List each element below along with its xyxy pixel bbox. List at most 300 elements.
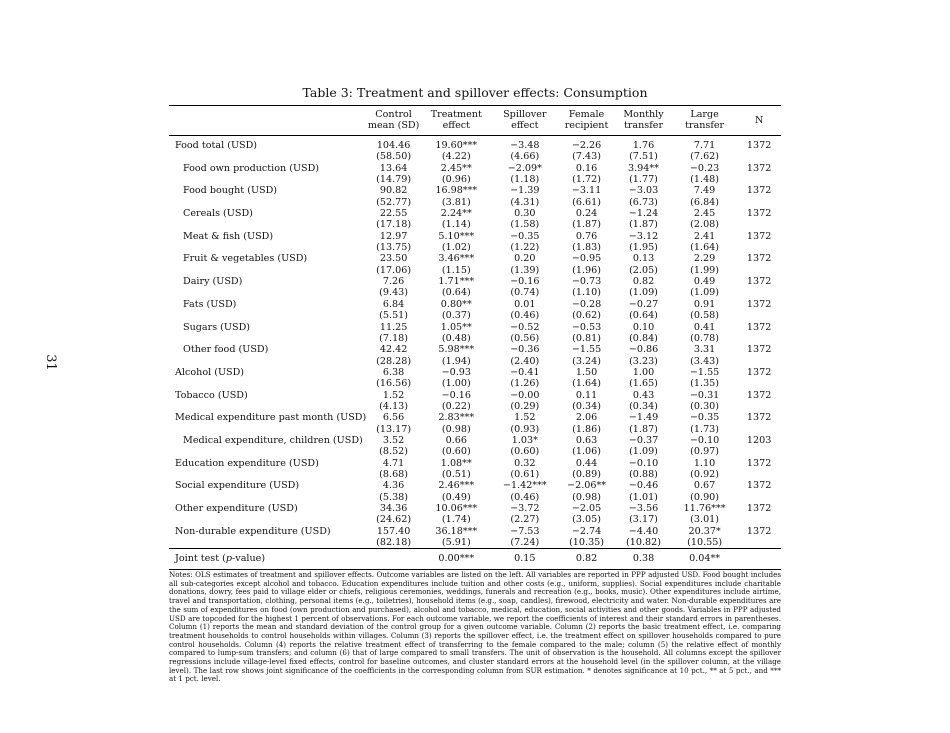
standard-error-cell: (0.37) <box>441 310 471 322</box>
standard-error-cell: (13.75) <box>376 242 412 254</box>
table-row-se <box>169 514 781 525</box>
coefficient-cell: 7.26 <box>382 276 405 288</box>
standard-error-cell <box>737 469 781 480</box>
coefficient-cell: 5.98*** <box>438 344 475 356</box>
standard-error-cell: (0.92) <box>690 468 720 480</box>
coefficient-cell: 2.06 <box>575 412 598 424</box>
coefficient-cell: −0.10 <box>628 457 659 469</box>
table-row <box>169 367 781 378</box>
coefficient-cell: 1372 <box>746 230 772 242</box>
standard-error-cell: (0.34) <box>629 400 658 412</box>
table-row-se <box>169 242 781 253</box>
standard-error-cell: (0.48) <box>441 332 471 344</box>
coefficient-cell: 13.64 <box>379 162 408 174</box>
coefficient-cell: 0.80** <box>440 298 472 310</box>
standard-error-cell: (8.52) <box>379 446 409 458</box>
table-row <box>169 231 781 242</box>
empty-cell <box>169 401 366 412</box>
standard-error-cell: (3.05) <box>572 514 601 526</box>
coefficient-cell: 1372 <box>746 503 772 514</box>
standard-error-cell: (5.51) <box>379 310 409 322</box>
column-header: Monthly transfer <box>623 109 664 131</box>
column-header: Control mean (SD) <box>367 109 420 131</box>
coefficient-cell: 1.05** <box>440 321 472 333</box>
standard-error-cell: (4.31) <box>510 196 540 208</box>
standard-error-cell: (52.77) <box>376 196 412 208</box>
table-row-se <box>169 537 781 549</box>
coefficient-cell: −0.52 <box>510 321 540 333</box>
coefficient-cell: 2.41 <box>693 230 716 242</box>
standard-error-cell: (8.68) <box>379 468 409 480</box>
coefficient-cell: −0.53 <box>571 321 602 333</box>
row-label: Food total (USD) <box>175 140 258 151</box>
table-row <box>169 344 781 355</box>
standard-error-cell: (5.38) <box>379 491 409 503</box>
standard-error-cell: (1.83) <box>572 242 601 254</box>
coefficient-cell: 3.94** <box>628 162 659 174</box>
coefficient-cell: −4.40 <box>628 525 659 537</box>
coefficient-cell: 3.52 <box>382 434 405 446</box>
coefficient-cell: 5.10*** <box>438 230 475 242</box>
table-row-se <box>169 219 781 230</box>
standard-error-cell: (1.73) <box>690 423 720 435</box>
standard-error-cell: (0.62) <box>572 310 601 322</box>
standard-error-cell: (17.06) <box>376 264 412 276</box>
table-row-se <box>169 333 781 344</box>
standard-error-cell: (0.88) <box>629 468 658 480</box>
coefficient-cell: 0.91 <box>693 298 716 310</box>
coefficient-cell: 0.44 <box>575 457 598 469</box>
standard-error-cell: (3.01) <box>690 514 720 526</box>
coefficient-cell: −2.05 <box>571 503 602 514</box>
coefficient-cell: 0.10 <box>632 321 655 333</box>
standard-error-cell: (1.01) <box>629 491 658 503</box>
standard-error-cell <box>737 265 781 276</box>
standard-error-cell <box>737 537 781 549</box>
standard-error-cell <box>737 151 781 162</box>
standard-error-cell: (1.00) <box>441 378 471 390</box>
standard-error-cell: (82.18) <box>376 537 412 549</box>
empty-cell <box>169 174 366 185</box>
row-label: Non-durable expenditure (USD) <box>175 525 331 537</box>
standard-error-cell: (1.48) <box>690 174 720 186</box>
table-row-se <box>169 469 781 480</box>
standard-error-cell: (7.43) <box>572 151 601 163</box>
standard-error-cell: (0.29) <box>510 400 540 412</box>
coefficient-cell: 1372 <box>746 208 772 220</box>
coefficient-cell: 1.76 <box>632 140 655 151</box>
coefficient-cell: −1.42*** <box>502 480 547 492</box>
standard-error-cell: (58.50) <box>376 151 412 163</box>
standard-error-cell: (14.79) <box>376 174 412 186</box>
standard-error-cell: (0.81) <box>572 332 601 344</box>
standard-error-cell: (0.98) <box>572 491 601 503</box>
coefficient-cell: 0.01 <box>514 298 536 310</box>
coefficient-cell: 7.71 <box>693 140 716 151</box>
coefficient-cell: −0.73 <box>571 276 602 288</box>
coefficient-cell: 157.40 <box>376 525 411 537</box>
coefficient-cell: 1.50 <box>575 366 598 378</box>
coefficient-cell: 2.83*** <box>438 412 475 424</box>
standard-error-cell: (9.43) <box>379 287 409 299</box>
standard-error-cell: (24.62) <box>376 514 412 526</box>
row-label: Food own production (USD) <box>183 162 320 174</box>
coefficient-cell: 1372 <box>746 298 772 310</box>
coefficient-cell: 34.36 <box>379 503 408 514</box>
standard-error-cell: (2.40) <box>510 355 540 367</box>
coefficient-cell: −0.00 <box>510 389 540 401</box>
coefficient-cell: −1.55 <box>689 366 720 378</box>
coefficient-cell: −7.53 <box>510 525 540 537</box>
coefficient-cell: −0.27 <box>628 298 659 310</box>
standard-error-cell: (0.90) <box>690 491 720 503</box>
standard-error-cell: (10.55) <box>687 537 723 549</box>
coefficient-cell: 1372 <box>746 480 772 492</box>
table-row-se <box>169 424 781 435</box>
table-row <box>169 163 781 174</box>
standard-error-cell: (0.46) <box>510 310 540 322</box>
table-row <box>169 390 781 401</box>
header-row <box>169 106 781 136</box>
coefficient-cell: −0.46 <box>628 480 659 492</box>
standard-error-cell: (1.99) <box>690 264 720 276</box>
table-row <box>169 526 781 537</box>
standard-error-cell: (2.05) <box>629 264 658 276</box>
empty-cell <box>169 492 366 503</box>
coefficient-cell: 11.76*** <box>683 503 726 514</box>
standard-error-cell: (1.77) <box>629 174 658 186</box>
coefficient-cell: −0.95 <box>571 253 602 265</box>
row-label: Education expenditure (USD) <box>175 457 319 469</box>
coefficient-cell: 0.66 <box>445 434 467 446</box>
coefficient-cell: 1203 <box>746 434 772 446</box>
table-row-se <box>169 401 781 412</box>
coefficient-cell: −0.36 <box>510 344 540 356</box>
coefficient-cell: 0.67 <box>693 480 716 492</box>
coefficient-cell: 1372 <box>746 389 772 401</box>
standard-error-cell <box>737 242 781 253</box>
column-header: Spillover effect <box>503 109 547 131</box>
joint-pvalue-cell: 0.15 <box>514 553 536 565</box>
row-label: Medical expenditure, children (USD) <box>183 434 363 446</box>
standard-error-cell: (1.09) <box>629 287 658 299</box>
coefficient-cell: 12.97 <box>379 230 408 242</box>
coefficient-cell: −1.24 <box>628 208 659 220</box>
standard-error-cell: (0.89) <box>572 468 601 480</box>
standard-error-cell: (0.60) <box>441 446 471 458</box>
page-number: 31 <box>42 354 58 371</box>
table-row-se <box>169 197 781 208</box>
standard-error-cell: (1.94) <box>441 355 471 367</box>
coefficient-cell: 2.24** <box>440 208 472 220</box>
table-caption: Table 3: Treatment and spillover effects: Consumption <box>302 85 648 100</box>
standard-error-cell <box>737 174 781 185</box>
standard-error-cell: (0.51) <box>441 468 471 480</box>
standard-error-cell: (1.58) <box>510 219 540 231</box>
row-label: Cereals (USD) <box>183 208 253 220</box>
standard-error-cell: (13.17) <box>376 423 412 435</box>
coefficient-cell: 1372 <box>746 162 772 174</box>
coefficient-cell: 1372 <box>746 525 772 537</box>
coefficient-cell: 1372 <box>746 366 772 378</box>
empty-cell <box>169 356 366 367</box>
table-row-se <box>169 151 781 162</box>
coefficient-cell: 23.50 <box>379 253 408 265</box>
standard-error-cell <box>737 378 781 389</box>
coefficient-cell: −0.86 <box>628 344 659 356</box>
coefficient-cell: −0.10 <box>689 434 720 446</box>
coefficient-cell: 10.06*** <box>435 503 478 514</box>
standard-error-cell: (0.22) <box>441 400 471 412</box>
table-row <box>169 276 781 287</box>
coefficient-cell: −2.09* <box>507 162 542 174</box>
coefficient-cell: −3.48 <box>510 140 540 151</box>
coefficient-cell: −3.56 <box>628 503 659 514</box>
standard-error-cell: (1.35) <box>690 378 720 390</box>
standard-error-cell <box>737 310 781 321</box>
coefficient-cell: 104.46 <box>376 140 411 151</box>
standard-error-cell: (1.87) <box>572 219 601 231</box>
coefficient-cell: 1372 <box>746 253 772 265</box>
empty-cell <box>169 378 366 389</box>
coefficient-cell: 1372 <box>746 185 772 197</box>
coefficient-cell: 1.10 <box>693 457 716 469</box>
standard-error-cell: (7.18) <box>379 332 409 344</box>
standard-error-cell: (5.91) <box>441 537 471 549</box>
standard-error-cell: (6.61) <box>572 196 601 208</box>
coefficient-cell: −1.55 <box>571 344 602 356</box>
coefficient-cell: 1372 <box>746 321 772 333</box>
standard-error-cell: (0.58) <box>690 310 720 322</box>
table-row <box>169 435 781 446</box>
row-label: Dairy (USD) <box>183 276 243 288</box>
joint-pvalue-cell <box>737 549 781 569</box>
coefficient-cell: 0.13 <box>632 253 655 265</box>
joint-test-label <box>169 549 366 569</box>
standard-error-cell: (10.82) <box>626 537 661 549</box>
coefficient-cell: 6.38 <box>382 366 405 378</box>
standard-error-cell: (1.22) <box>510 242 540 254</box>
column-header: Female recipient <box>564 109 609 131</box>
empty-cell <box>169 151 366 162</box>
coefficient-cell: 7.49 <box>693 185 716 197</box>
joint-pvalue-cell <box>366 549 421 569</box>
coefficient-cell: −0.93 <box>441 366 471 378</box>
table-row-se <box>169 446 781 457</box>
standard-error-cell: (1.86) <box>572 423 601 435</box>
standard-error-cell: (1.10) <box>572 287 601 299</box>
table-row <box>169 299 781 310</box>
joint-label-post: -value) <box>232 553 266 565</box>
standard-error-cell: (1.02) <box>441 242 471 254</box>
standard-error-cell <box>737 197 781 208</box>
table-row <box>169 136 781 152</box>
standard-error-cell: (1.64) <box>690 242 720 254</box>
standard-error-cell: (2.08) <box>690 219 720 231</box>
standard-error-cell: (0.84) <box>629 332 658 344</box>
empty-cell <box>169 333 366 344</box>
coefficient-cell: −2.74 <box>571 525 602 537</box>
coefficient-cell: 22.55 <box>379 208 408 220</box>
standard-error-cell: (28.28) <box>376 355 412 367</box>
standard-error-cell: (3.23) <box>629 355 658 367</box>
joint-label-p: p <box>225 553 233 565</box>
results-table-container <box>169 105 781 570</box>
coefficient-cell: 3.46*** <box>438 253 475 265</box>
joint-pvalue-cell: 0.04** <box>689 553 721 565</box>
row-label: Food bought (USD) <box>183 185 278 197</box>
table-row-se <box>169 174 781 185</box>
standard-error-cell: (7.62) <box>690 151 720 163</box>
empty-cell <box>169 219 366 230</box>
standard-error-cell: (0.96) <box>441 174 471 186</box>
coefficient-cell: 4.71 <box>382 457 405 469</box>
coefficient-cell: 0.16 <box>575 162 598 174</box>
coefficient-cell: 1372 <box>746 412 772 424</box>
coefficient-cell: −0.16 <box>441 389 471 401</box>
standard-error-cell: (0.64) <box>629 310 658 322</box>
coefficient-cell: −3.12 <box>628 230 659 242</box>
table-row-se <box>169 356 781 367</box>
row-label: Alcohol (USD) <box>175 366 245 378</box>
coefficient-cell: −0.35 <box>689 412 720 424</box>
standard-error-cell: (1.39) <box>510 264 540 276</box>
coefficient-cell: 2.46*** <box>438 480 475 492</box>
standard-error-cell: (7.24) <box>510 537 540 549</box>
standard-error-cell: (1.09) <box>690 287 720 299</box>
table-row <box>169 322 781 333</box>
coefficient-cell: 1.00 <box>632 366 655 378</box>
coefficient-cell: −0.41 <box>510 366 540 378</box>
row-label: Other food (USD) <box>183 344 269 356</box>
standard-error-cell: (1.74) <box>441 514 471 526</box>
table-row <box>169 253 781 264</box>
coefficient-cell: 3.31 <box>693 344 716 356</box>
table-row <box>169 208 781 219</box>
coefficient-cell: 2.45 <box>693 208 716 220</box>
standard-error-cell: (1.72) <box>572 174 601 186</box>
empty-cell <box>169 446 366 457</box>
standard-error-cell <box>737 356 781 367</box>
table-notes: Notes: OLS estimates of treatment and spillover effects. Outcome variables are listed on the left. All variables are reported in PPP adjusted USD. Food bought includes all sub-categories except alcohol and tobacco. Education expenditures include tuition and other costs (e.g., uniform, supplies). Social expenditures include charitable donations, dowry, fees paid to village elder or chiefs, religious ceremonies, weddings, funerals and recreation (e.g., books, music). Other expenditures include airtime, travel and transportation, clothing, personal items (e.g., toiletries), household items (e.g., soap, candles), firewood, electricity and water. Non-durable expenditures are the sum of expenditures on food (own production and purchased), alcohol and tobacco, medical, education, social activities and other goods. Variables in PPP adjusted USD are topcoded for the highest 1 percent of observations. For each outcome variable, we report the coefficients of interest and their standard errors in parentheses. Column (1) reports the mean and standard deviation of the control group for a given outcome variable. Column (2) reports the basic treatment effect, i.e. comparing treatment households to control households within villages. Column (3) reports the spillover effect, i.e. the treatment effect on spillover households compared to pure control households. Column (4) reports the relative treatment effect of transferring to the female compared to the male; column (5) the relative effect of monthly compared to lump-sum transfers; and column (6) that of large compared to small transfers. The unit of observation is the household. All columns except the spillover regressions include village-level fixed effects, control for baseline outcomes, and cluster standard errors at the household level (in the spillover column, at the village level). The last row shows joint significance of the coefficients in the corresponding column from SUR estimation. * denotes significance at 10 pct., ** at 5 pct., and *** at 1 pct. level. <box>169 570 781 684</box>
standard-error-cell: (1.26) <box>510 378 540 390</box>
coefficient-cell: −2.26 <box>571 140 602 151</box>
standard-error-cell: (1.87) <box>629 423 658 435</box>
coefficient-cell: 1.52 <box>514 412 536 424</box>
coefficient-cell: 0.63 <box>575 434 598 446</box>
coefficient-cell: 6.84 <box>382 298 405 310</box>
coefficient-cell: 42.42 <box>379 344 408 356</box>
standard-error-cell: (7.51) <box>629 151 658 163</box>
table-row-se <box>169 378 781 389</box>
standard-error-cell: (3.17) <box>629 514 658 526</box>
empty-cell <box>169 242 366 253</box>
standard-error-cell <box>737 424 781 435</box>
coefficient-cell: −0.31 <box>689 389 720 401</box>
coefficient-cell: 20.37* <box>688 525 721 537</box>
standard-error-cell: (6.84) <box>690 196 720 208</box>
coefficient-cell: −1.49 <box>628 412 659 424</box>
coefficient-cell: 0.30 <box>514 208 536 220</box>
standard-error-cell: (1.65) <box>629 378 658 390</box>
joint-test-row <box>169 549 781 569</box>
row-label: Medical expenditure past month (USD) <box>175 412 367 424</box>
empty-cell <box>169 537 366 549</box>
coefficient-cell: −2.06** <box>567 480 607 492</box>
standard-error-cell: (4.22) <box>441 151 471 163</box>
standard-error-cell <box>737 287 781 298</box>
column-header <box>169 106 366 136</box>
standard-error-cell <box>737 492 781 503</box>
standard-error-cell: (0.34) <box>572 400 601 412</box>
coefficient-cell: 16.98*** <box>435 185 478 197</box>
standard-error-cell: (0.61) <box>510 468 540 480</box>
standard-error-cell: (1.64) <box>572 378 601 390</box>
joint-label-pre: Joint test ( <box>175 553 226 565</box>
standard-error-cell: (10.35) <box>569 537 605 549</box>
standard-error-cell: (1.09) <box>629 446 658 458</box>
standard-error-cell: (0.60) <box>510 446 540 458</box>
coefficient-cell: 1372 <box>746 140 772 151</box>
table-header <box>169 106 781 136</box>
coefficient-cell: −0.16 <box>510 276 540 288</box>
standard-error-cell <box>737 514 781 525</box>
row-label: Meat & fish (USD) <box>183 230 274 242</box>
coefficient-cell: 0.11 <box>575 389 598 401</box>
coefficient-cell: −3.03 <box>628 185 659 197</box>
joint-pvalue-cell: 0.38 <box>632 553 655 565</box>
coefficient-cell: 6.56 <box>382 412 405 424</box>
coefficient-cell: 36.18*** <box>435 525 478 537</box>
row-label: Fats (USD) <box>183 298 237 310</box>
coefficient-cell: 90.82 <box>379 185 408 197</box>
empty-cell <box>169 310 366 321</box>
coefficient-cell: 0.24 <box>575 208 598 220</box>
standard-error-cell: (4.13) <box>379 400 409 412</box>
standard-error-cell: (1.14) <box>441 219 471 231</box>
coefficient-cell: 1.03* <box>511 434 538 446</box>
standard-error-cell: (0.56) <box>510 332 540 344</box>
standard-error-cell: (0.97) <box>690 446 720 458</box>
coefficient-cell: 0.43 <box>632 389 655 401</box>
coefficient-cell: −0.35 <box>510 230 540 242</box>
coefficient-cell: 1.52 <box>382 389 405 401</box>
empty-cell <box>169 514 366 525</box>
empty-cell <box>169 469 366 480</box>
column-header: Large transfer <box>685 109 725 131</box>
coefficient-cell: 2.45** <box>440 162 472 174</box>
column-header: Treatment effect <box>430 109 482 131</box>
standard-error-cell: (0.64) <box>441 287 471 299</box>
coefficient-cell: 0.82 <box>632 276 655 288</box>
coefficient-cell: 4.36 <box>382 480 405 492</box>
table-row <box>169 503 781 514</box>
standard-error-cell <box>737 219 781 230</box>
coefficient-cell: 1372 <box>746 276 772 288</box>
standard-error-cell <box>737 401 781 412</box>
coefficient-cell: 1.08** <box>440 457 472 469</box>
standard-error-cell: (0.74) <box>510 287 540 299</box>
table-row-se <box>169 265 781 276</box>
coefficient-cell: 1372 <box>746 457 772 469</box>
standard-error-cell: (1.95) <box>629 242 658 254</box>
coefficient-cell: −3.11 <box>571 185 602 197</box>
coefficient-cell: 1372 <box>746 344 772 356</box>
table-row <box>169 185 781 196</box>
coefficient-cell: 0.76 <box>575 230 598 242</box>
coefficient-cell: 2.29 <box>693 253 716 265</box>
coefficient-cell: 0.32 <box>514 457 536 469</box>
